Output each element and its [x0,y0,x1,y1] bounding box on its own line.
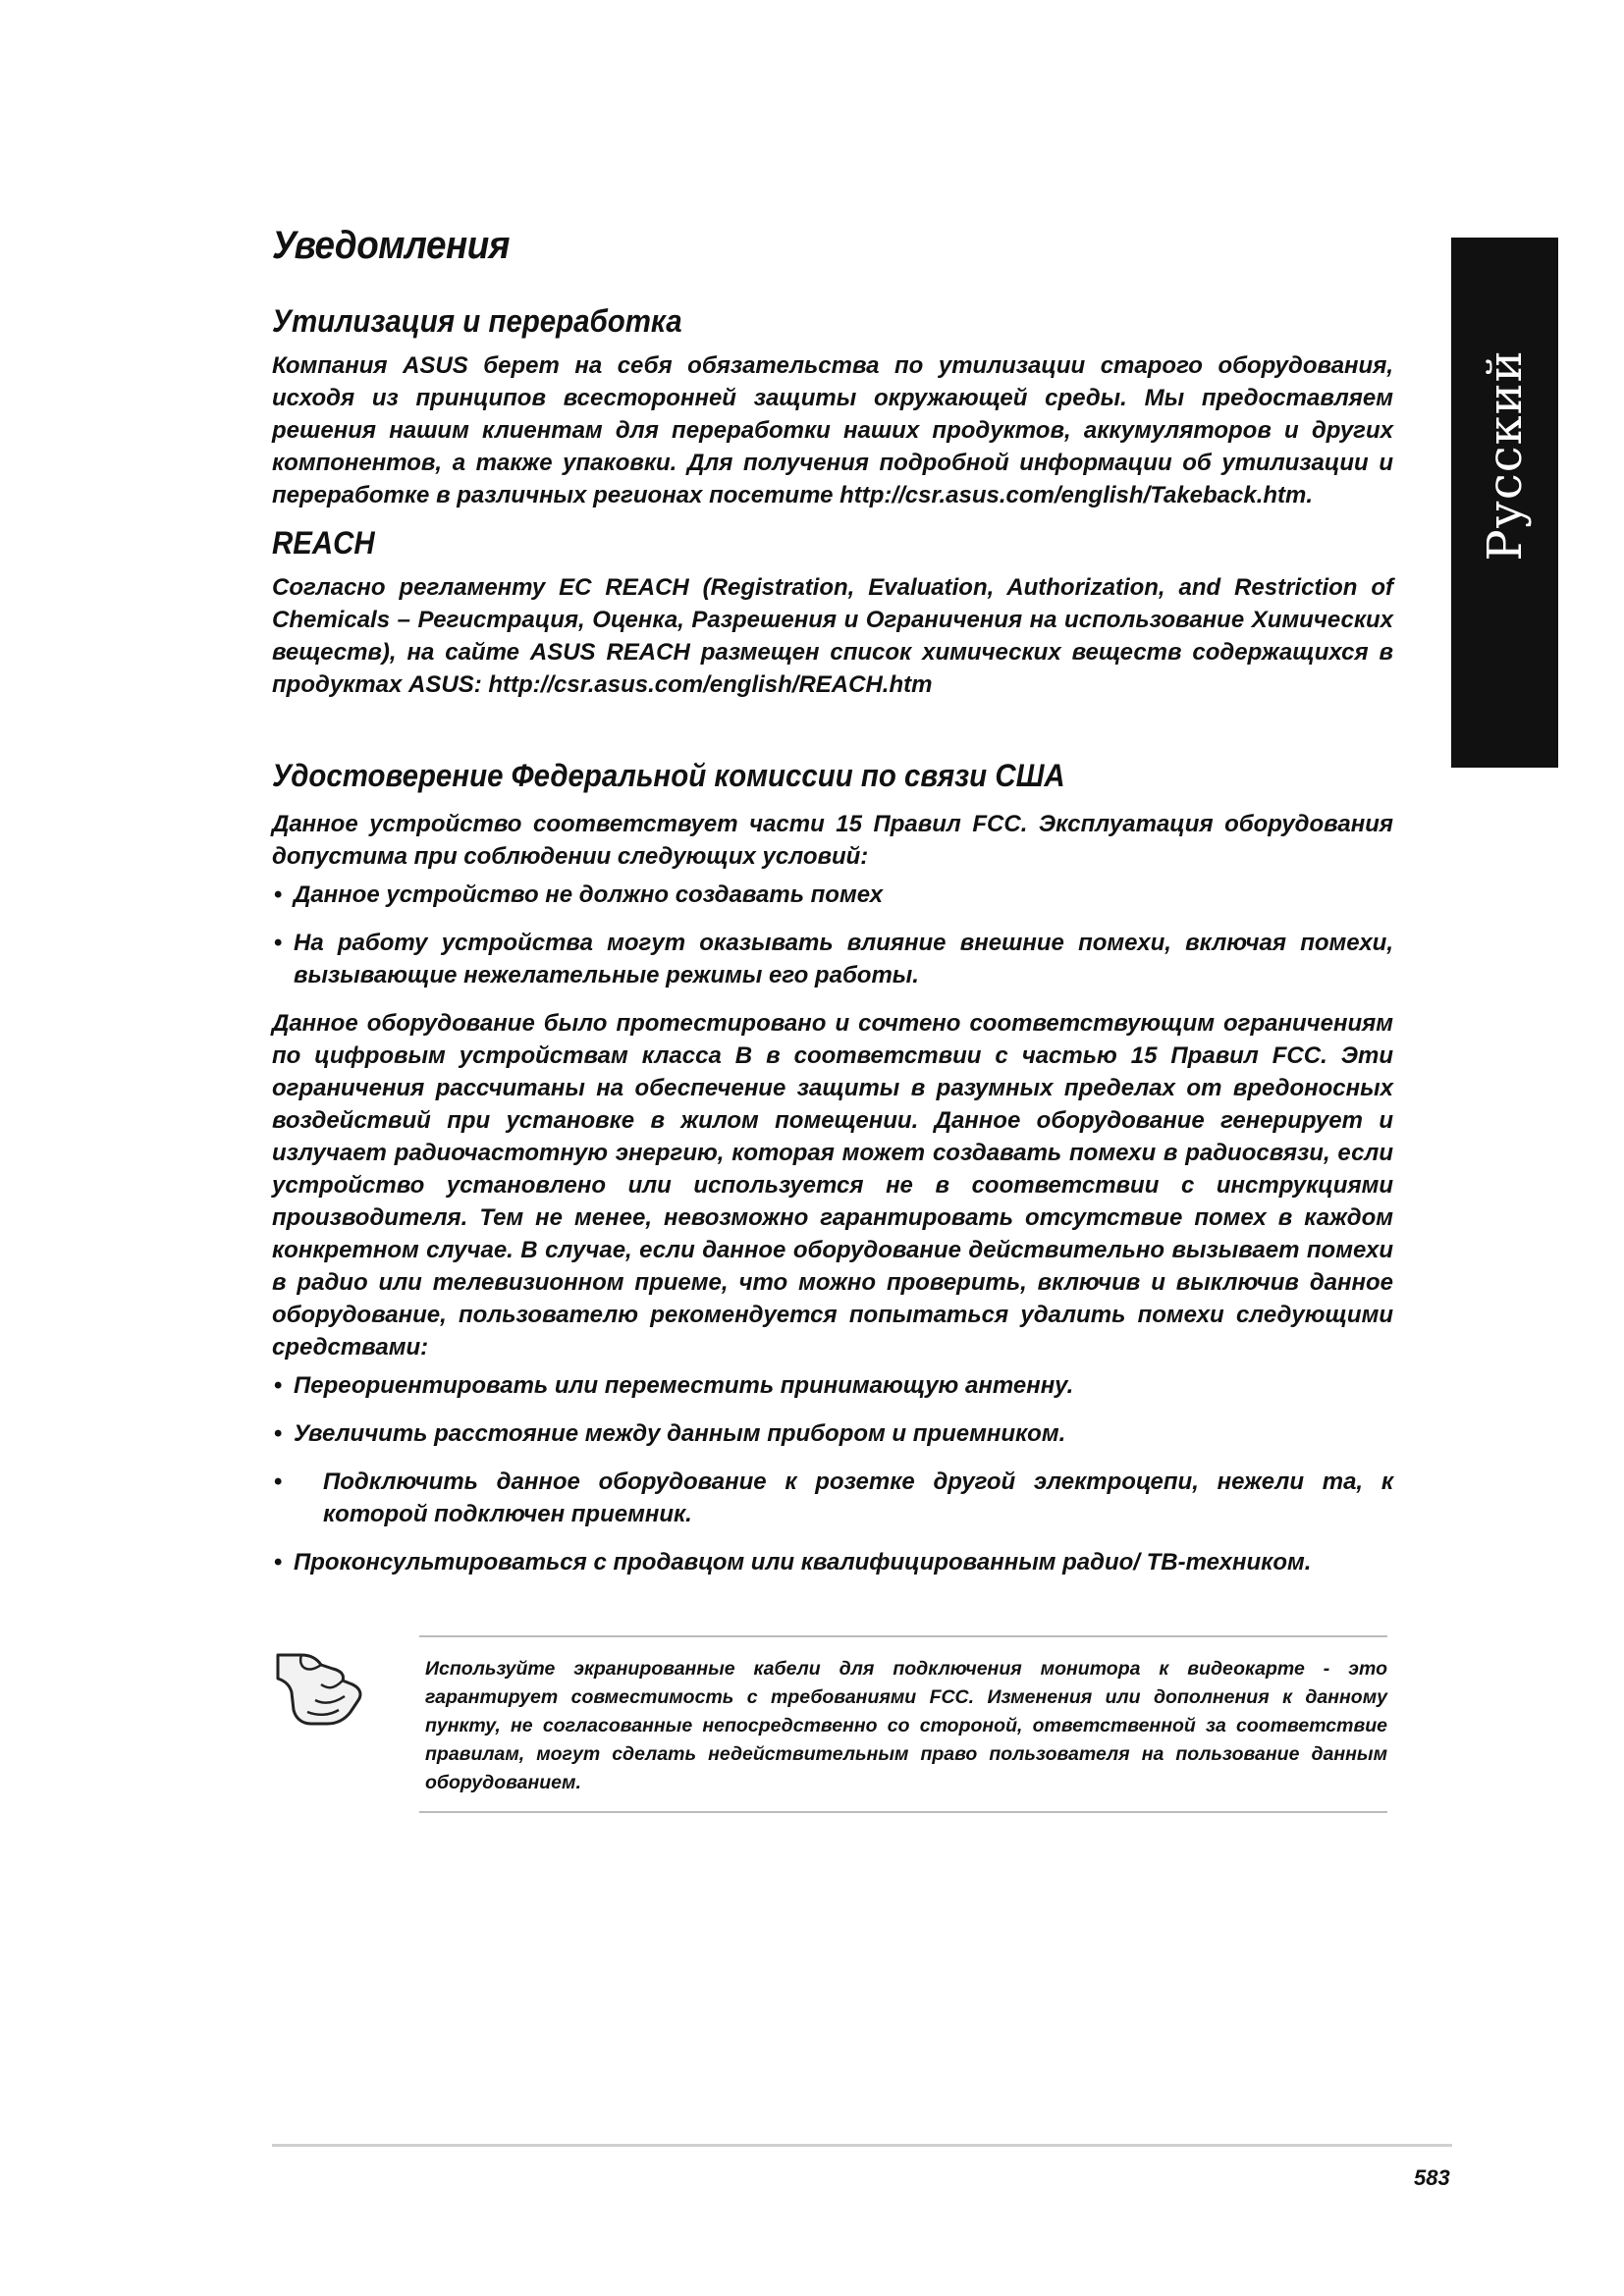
fcc-body: Данное оборудование было протестировано и сочтено соответствующим ограничениям по цифровым устройствам класса В в соответствии с частью 15 Правил FCC. Эти ограничения рассчитаны на обеспечение защиты в разумных пределах от вредоносных воздействий при установке в жилом помещении. Данное оборудование генерирует и излучает радиочастотную энергию, которая может создавать помехи в радиосвязи, если устройство установлено или используется не в соответствии с инструкциями производителя. Тем не менее, невозможно гарантировать отсутствие помех в каждом конкретном случае. В случае, если данное оборудование действительно вызывает помехи в радио или телевизионном приеме, что можно проверить, включив и выключив данное оборудование, пользователю рекомендуется попытаться удалить помехи следующими средствами: [272,1010,1393,1361]
fcc-heading: Удостоверение Федеральной комиссии по связи США [272,758,1065,793]
pointing-hand-icon [272,1645,366,1732]
fcc-intro: Данное устройство соответствует части 15 Правил FCC. Эксплуатация оборудования допустима при соблюдении следующих условий: [272,811,1393,870]
bullet-icon: • [274,930,283,956]
fcc-conditions-list [272,879,1393,991]
language-tab [1451,238,1558,768]
recycling-heading: Утилизация и переработка [272,303,682,339]
fcc-remedies-list [272,1369,1393,1578]
bullet-icon: • [274,1372,283,1399]
bullet-icon: • [274,1468,283,1495]
list-item: • Переориентировать или переместить принимающую антенну. [272,1369,1393,1402]
footer-divider [272,2144,1452,2147]
list-item: • На работу устройства могут оказывать влияние внешние помехи, включая помехи, вызывающие нежелательные режимы его работы. [272,927,1393,991]
reach-heading: REACH [272,525,375,561]
bullet-icon: • [274,881,283,908]
reach-section [272,525,1393,701]
bullet-icon: • [274,1549,283,1575]
main-content [272,224,1393,1594]
note-text-box [419,1635,1387,1813]
bullet-icon: • [274,1420,283,1447]
reach-text: Согласно регламенту ЕС REACH (Registration, Evaluation, Authorization, and Restriction of Chemicals – Регистрация, Оценка, Разрешения и Ограничения на использование Химических веществ), на сайте ASUS REACH размещен список химических веществ содержащихся в продуктах ASUS: http://csr.asus.com/english/REACH.htm [272,574,1393,698]
list-item: • Подключить данное оборудование к розетке другой электроцепи, нежели та, к которой подключен приемник. [272,1466,1393,1530]
list-item: • Данное устройство не должно создавать помех [272,879,1393,911]
note-block [272,1635,1387,1793]
fcc-section [272,758,1393,1578]
language-tab-label: Русский [1477,349,1533,561]
note-text: Используйте экранированные кабели для подключения монитора к видеокарте - это гарантирует совместимость с требованиями FCC. Изменения или дополнения к данному пункту, не согласованные непосредственно со стороной, ответственной за соответствие правилам, могут сделать недействительным право пользователя на пользование данным оборудованием. [425,1658,1387,1793]
page-number: 583 [1414,2165,1450,2190]
page-title: Уведомления [272,224,510,267]
list-item: • Увеличить расстояние между данным прибором и приемником. [272,1417,1393,1450]
recycling-section [272,303,1393,511]
list-item: • Проконсультироваться с продавцом или квалифицированным радио/ ТВ-техником. [272,1546,1393,1578]
recycling-text: Компания ASUS берет на себя обязательства по утилизации старого оборудования, исходя из принципов всесторонней защиты окружающей среды. Мы предоставляем решения нашим клиентам для переработки наших продуктов, аккумуляторов и других компонентов, а также упаковки. Для получения подробной информации об утилизации и переработке в различных регионах посетите http://csr.asus.com/english/Takeback.htm. [272,352,1393,508]
